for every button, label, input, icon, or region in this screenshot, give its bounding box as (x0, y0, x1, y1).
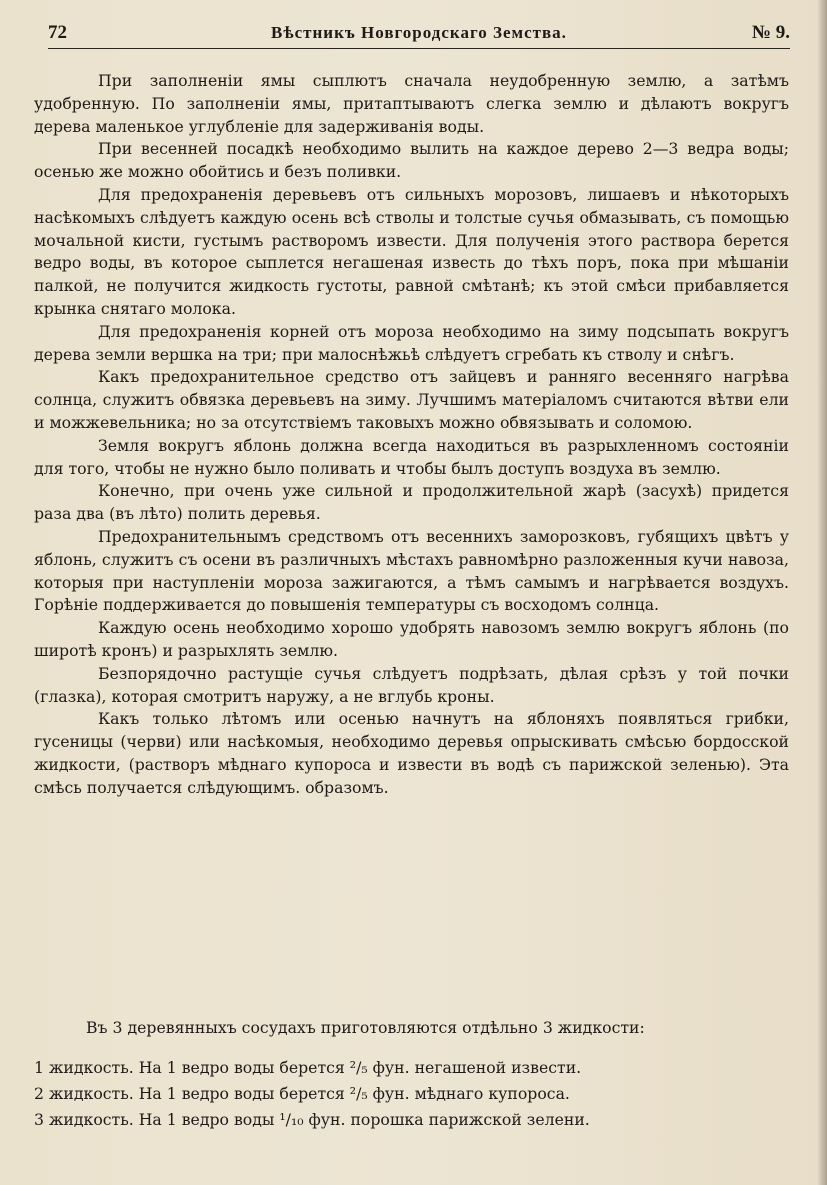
page-number: 72 (48, 22, 67, 43)
paragraph: При весенней посадкѣ необходимо вылить на каждое дерево 2—3 ведра воды; осенью же можно обойтись и безъ поливки. (34, 139, 789, 182)
issue-number: № 9. (751, 22, 790, 43)
paragraph: Для предохраненія корней отъ мороза необходимо на зиму подсыпать вокругъ дерева земли вершка на три; при малоснѣжьѣ слѣдуетъ сгребать къ стволу и снѣгъ. (34, 321, 789, 364)
article-body (34, 70, 789, 800)
paragraph: Безпорядочно растущіе сучья слѣдуетъ подрѣзать, дѣлая срѣзъ у той почки (глазка), которая смотритъ наружу, а не вглубь кроны. (34, 663, 789, 706)
paragraph: Предохранительнымъ средствомъ отъ весеннихъ заморозковъ, губящихъ цвѣтъ у яблонь, служитъ съ осени въ различныхъ мѣстахъ равномѣрно разложенныя кучи навоза, которыя при наступленіи мороза зажигаются, а тѣмъ самымъ и нагрѣвается воздухъ. Горѣніе поддерживается до повышенія температуры съ восходомъ солнца. (34, 526, 789, 615)
list-item: 2 жидкость. На 1 ведро воды берется ²/₅ фун. мѣднаго купороса. (34, 1084, 570, 1103)
journal-title: Вѣстникъ Новгородскаго Земства. (271, 23, 567, 42)
list-item: 1 жидкость. На 1 ведро воды берется ²/₅ фун. негашеной извести. (34, 1058, 582, 1077)
paragraph: При заполненіи ямы сыплютъ сначала неудобренную землю, а затѣмъ удобренную. По заполненіи ямы, притаптываютъ слегка землю и дѣлаютъ вокругъ дерева маленькое углубленіе для задерживанія воды. (34, 71, 789, 136)
paragraph: Земля вокругъ яблонь должна всегда находиться въ разрыхленномъ состояніи для того, чтобы не нужно было поливать и чтобы былъ доступъ воздуха въ землю. (34, 435, 789, 478)
ingredient-list (34, 1055, 789, 1133)
page-edge-shadow (817, 0, 827, 1185)
paragraph: Каждую осень необходимо хорошо удобрять навозомъ землю вокругъ яблонь (по широтѣ кронъ) и разрыхлять землю. (34, 618, 789, 660)
paragraph: Для предохраненія деревьевъ отъ сильныхъ морозовъ, лишаевъ и нѣкоторыхъ насѣкомыхъ слѣдуетъ каждую осень всѣ стволы и толстые сучья обмазывать, съ помощью мочальной кисти, густымъ растворомъ извести. Для полученія этого раствора берется ведро воды, въ которое сыплется негашеная известь до тѣхъ поръ, пока при мѣшаніи палкой, не получится жидкость густоты, равной смѣтанѣ; къ этой смѣси прибавляется крынка снятаго молока. (34, 184, 789, 318)
paragraph: Какъ предохранительное средство отъ зайцевъ и ранняго весенняго нагрѣва солнца, служитъ обвязка деревьевъ на зиму. Лучшимъ матеріаломъ считаются вѣтви ели и можжевельника; но за отсутствіемъ таковыхъ можно обвязывать и соломою. (34, 367, 789, 432)
page-header (48, 20, 790, 49)
paragraph: Конечно, при очень уже сильной и продолжительной жарѣ (засухѣ) придется раза два (въ лѣто) полить деревья. (34, 481, 789, 524)
paragraph: Какъ только лѣтомъ или осенью начнутъ на яблоняхъ появляться грибки, гусеницы (черви) или насѣкомыя, необходимо деревья опрыскивать смѣсью бордосской жидкости, (растворъ мѣднаго купороса и извести въ водѣ съ парижской зеленью). Эта смѣсь получается слѣдующимъ. образомъ. (34, 709, 789, 797)
preparation-intro: Въ 3 деревянныхъ сосудахъ приготовляются отдѣльно 3 жидкости: (86, 1018, 645, 1037)
list-item: 3 жидкость. На 1 ведро воды ¹/₁₀ фун. порошка парижской зелени. (34, 1110, 590, 1129)
